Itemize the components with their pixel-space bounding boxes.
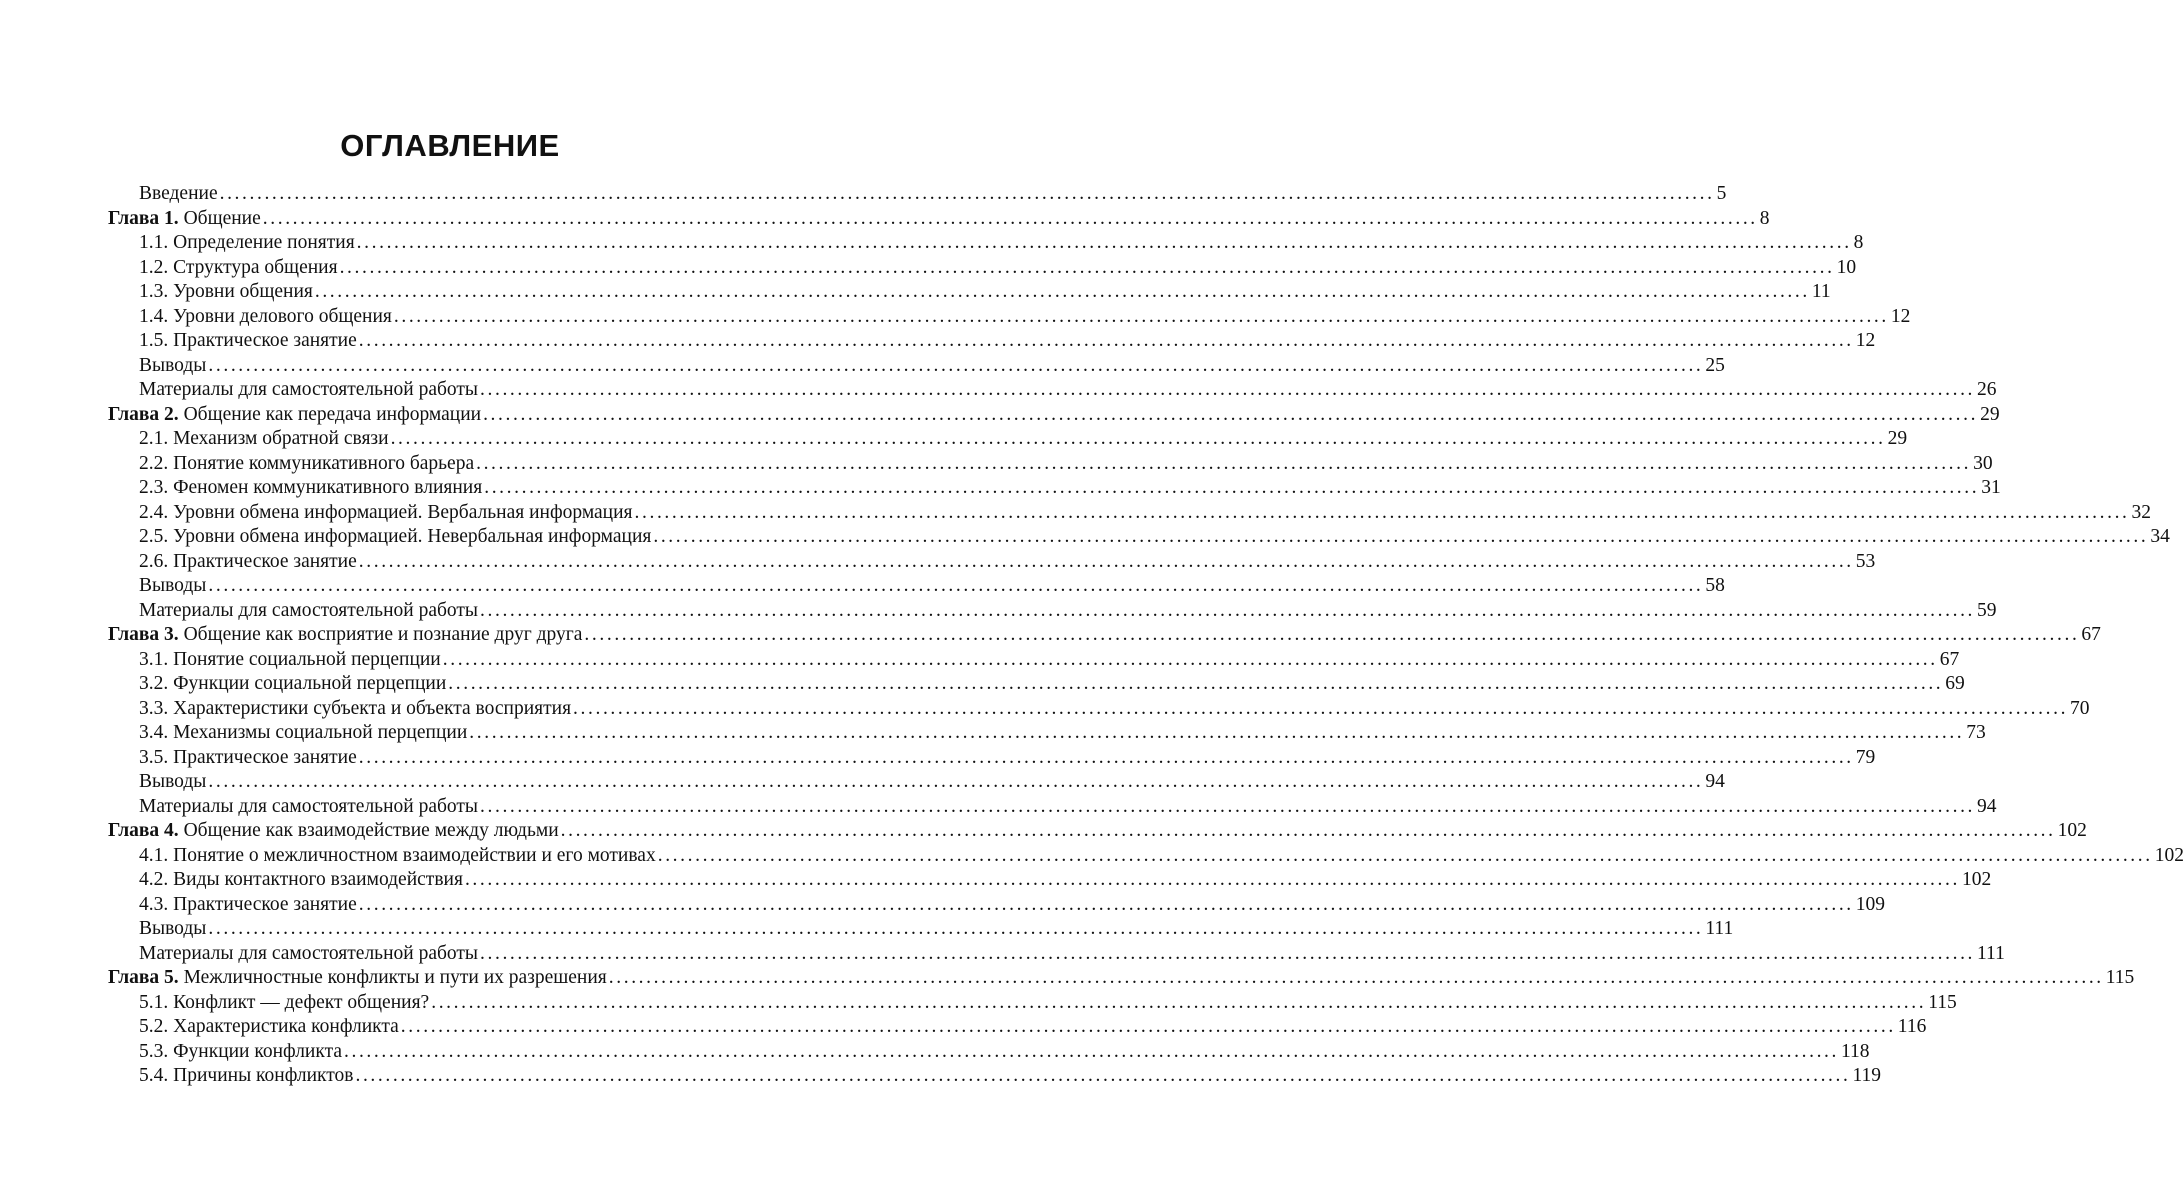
page-number: 8 <box>1759 207 1770 229</box>
chapter-number: Глава 5. <box>108 967 179 988</box>
toc-entry-title <box>139 231 355 256</box>
dot-leader: ........................................................................................................................................................................................................ <box>208 575 1704 596</box>
toc-entry-label: 3.1. Понятие социальной перцепции <box>139 648 441 670</box>
toc-entry[interactable] <box>108 1040 1870 1065</box>
toc-entry-title <box>139 501 633 526</box>
page-number: 79 <box>1855 746 1876 768</box>
page-number: 29 <box>1887 428 1908 449</box>
page-number: 118 <box>1841 1040 1870 1062</box>
dot-leader: ........................................................................................................................................................................................................ <box>358 746 1854 768</box>
dot-leader: ........................................................................................................................................................................................................ <box>442 648 1938 670</box>
toc-entry[interactable] <box>108 231 1864 256</box>
toc-entry-title <box>139 1015 399 1040</box>
toc-entry[interactable] <box>108 329 1876 354</box>
toc-entry-title <box>139 868 463 893</box>
dot-leader: ........................................................................................................................................................................................................ <box>634 501 2130 523</box>
toc-entry-label: 1.3. Уровни общения <box>139 281 313 302</box>
toc-entry-title <box>139 452 474 477</box>
dot-leader: ........................................................................................................................................................................................................ <box>358 550 1854 572</box>
dot-leader: ........................................................................................................................................................................................................ <box>393 305 1889 327</box>
toc-chapter-entry[interactable] <box>108 207 1770 232</box>
page-number: 25 <box>1705 354 1725 376</box>
toc-entry-title <box>139 893 357 918</box>
dot-leader: ........................................................................................................................................................................................................ <box>400 1016 1896 1037</box>
toc-entry-label: 1.5. Практическое занятие <box>139 330 357 351</box>
dot-leader: ........................................................................................................................................................................................................ <box>608 967 2104 988</box>
toc-entry[interactable] <box>108 868 1992 893</box>
toc-entry-label: Общение как взаимодействие между людьми <box>183 820 559 841</box>
toc-entry[interactable] <box>108 942 2005 967</box>
toc-entry-title <box>139 329 357 354</box>
toc-entry-label: Материалы для самостоятельной работы <box>139 795 479 817</box>
page-number: 119 <box>1852 1065 1882 1086</box>
page-number: 73 <box>1966 722 1986 743</box>
toc-entry-title <box>139 354 206 379</box>
toc-entry-label: 3.4. Механизмы социальной перцепции <box>139 722 468 743</box>
toc-entry-title <box>108 403 481 428</box>
toc-entry-label: 1.4. Уровни делового общения <box>139 305 392 327</box>
dot-leader: ........................................................................................................................................................................................................ <box>208 354 1704 376</box>
page-number: 59 <box>1977 599 1997 621</box>
page-number: 5 <box>1716 183 1727 204</box>
toc-entry-label: 4.3. Практическое занятие <box>139 893 357 915</box>
toc-entry-label: Межличностные конфликты и пути их разрешения <box>183 967 607 988</box>
toc-entry-label: 4.1. Понятие о межличностном взаимодействии и его мотивах <box>139 844 656 866</box>
dot-leader: ........................................................................................................................................................................................................ <box>356 232 1852 253</box>
dot-leader: ........................................................................................................................................................................................................ <box>483 403 1979 425</box>
dot-leader: ........................................................................................................................................................................................................ <box>560 820 2056 841</box>
toc-entry[interactable] <box>108 501 2152 526</box>
page-number: 102 <box>2057 820 2087 841</box>
dot-leader: ........................................................................................................................................................................................................ <box>208 771 1704 792</box>
toc-entry-label: 3.5. Практическое занятие <box>139 746 357 768</box>
chapter-number: Глава 3. <box>108 624 179 645</box>
dot-leader: ........................................................................................................................................................................................................ <box>358 893 1854 915</box>
toc-entry-label: Выводы <box>139 575 207 596</box>
toc-entry-title <box>108 966 607 991</box>
toc-entry-title <box>139 599 478 624</box>
toc-entry-label: 4.2. Виды контактного взаимодействия <box>139 869 463 890</box>
toc-entry-title <box>139 574 206 599</box>
dot-leader: ........................................................................................................................................................................................................ <box>219 183 1715 204</box>
toc-entry-label: Выводы <box>139 771 207 792</box>
page-number: 109 <box>1855 893 1886 915</box>
toc-entry[interactable] <box>108 525 2170 550</box>
toc-entry[interactable] <box>108 574 1725 599</box>
toc-entry-label: 5.1. Конфликт — дефект общения? <box>139 991 430 1013</box>
toc-chapter-entry[interactable] <box>108 623 2101 648</box>
toc-entry[interactable] <box>108 697 2090 722</box>
toc-entry[interactable] <box>108 599 1997 624</box>
toc-entry[interactable] <box>108 1064 1882 1089</box>
toc-entry-title <box>139 1064 353 1089</box>
toc-entry[interactable] <box>108 991 1957 1016</box>
dot-leader: ........................................................................................................................................................................................................ <box>390 428 1886 449</box>
toc-entry[interactable] <box>108 280 1831 305</box>
toc-entry-label: 5.4. Причины конфликтов <box>139 1065 354 1086</box>
toc-entry-label: Материалы для самостоятельной работы <box>139 599 479 621</box>
toc-entry-label: Общение как передача информации <box>183 403 482 425</box>
toc-entry-title <box>139 991 429 1016</box>
toc-entry-title <box>139 770 206 795</box>
toc-entry[interactable] <box>108 256 1857 281</box>
page-number: 34 <box>2150 526 2170 547</box>
page-title: ОГЛАВЛЕНИЕ <box>340 128 560 163</box>
toc-entry-label: Общение как восприятие и познание друг друга <box>183 624 583 645</box>
toc-entry-label: 2.5. Уровни обмена информацией. Невербальная информация <box>139 526 652 547</box>
toc-entry[interactable] <box>108 844 2184 869</box>
toc-entry[interactable] <box>108 893 1886 918</box>
toc-entry-title <box>139 476 482 501</box>
page-number: 94 <box>1977 795 1997 817</box>
page-number: 53 <box>1855 550 1876 572</box>
toc-entry-title <box>139 525 651 550</box>
toc-entry[interactable] <box>108 550 1876 575</box>
page-number: 102 <box>2154 844 2184 866</box>
toc-entry-title <box>139 746 357 771</box>
page-number: 12 <box>1890 305 1911 327</box>
toc-entry-label: Материалы для самостоятельной работы <box>139 942 479 964</box>
page-number: 69 <box>1945 673 1965 694</box>
toc-entry-title <box>139 917 206 942</box>
toc-entry-title <box>139 550 357 575</box>
dot-leader: ........................................................................................................................................................................................................ <box>584 624 2080 645</box>
toc-entry-label: 2.6. Практическое занятие <box>139 550 357 572</box>
page-number: 70 <box>2070 697 2090 719</box>
toc-entry-title <box>108 819 559 844</box>
toc-entry[interactable] <box>108 182 1727 207</box>
toc-entry-label: Введение <box>139 183 218 204</box>
toc-entry[interactable] <box>108 648 1960 673</box>
dot-leader: ........................................................................................................................................................................................................ <box>480 379 1976 400</box>
dot-leader: ........................................................................................................................................................................................................ <box>431 991 1927 1013</box>
toc-entry-title <box>139 182 218 207</box>
toc-entry-title <box>139 256 338 281</box>
page-number: 67 <box>1939 648 1960 670</box>
chapter-number: Глава 1. <box>108 207 179 229</box>
toc-entry-title <box>139 942 478 967</box>
page-number: 12 <box>1855 330 1876 351</box>
toc-entry[interactable] <box>108 452 1993 477</box>
page-number: 111 <box>1977 942 2005 964</box>
toc-entry-title <box>139 378 478 403</box>
toc-entry-title <box>139 697 571 722</box>
dot-leader: ........................................................................................................................................................................................................ <box>480 599 1976 621</box>
page-number: 31 <box>1981 477 2001 498</box>
toc-entry-title <box>139 305 392 330</box>
toc-entry[interactable] <box>108 354 1725 379</box>
toc-entry[interactable] <box>108 917 1734 942</box>
toc-entry-title <box>139 844 656 869</box>
page-number: 29 <box>1980 403 2000 425</box>
dot-leader: ........................................................................................................................................................................................................ <box>573 697 2069 719</box>
toc-entry-label: 2.4. Уровни обмена информацией. Вербальная информация <box>139 501 633 523</box>
toc-entry-label: 5.3. Функции конфликта <box>139 1040 342 1062</box>
toc-chapter-entry[interactable] <box>108 966 2135 991</box>
page-number: 26 <box>1977 379 1997 400</box>
toc-entry-label: 3.2. Функции социальной перцепции <box>139 673 447 694</box>
toc-entry-label: Материалы для самостоятельной работы <box>139 379 479 400</box>
dot-leader: ........................................................................................................................................................................................................ <box>657 844 2153 866</box>
toc-entry-title <box>139 672 446 697</box>
dot-leader: ........................................................................................................................................................................................................ <box>480 795 1976 817</box>
toc-entry-title <box>108 623 582 648</box>
page-number: 67 <box>2081 624 2101 645</box>
toc-entry[interactable] <box>108 427 1908 452</box>
page-number: 30 <box>1973 452 1993 474</box>
toc-entry-label: Общение <box>183 207 261 229</box>
dot-leader: ........................................................................................................................................................................................................ <box>484 477 1980 498</box>
toc-entry-title <box>139 721 467 746</box>
toc-entry-label: 5.2. Характеристика конфликта <box>139 1016 399 1037</box>
page-number: 11 <box>1811 281 1831 302</box>
dot-leader: ........................................................................................................................................................................................................ <box>339 256 1835 278</box>
page-number: 58 <box>1705 575 1725 596</box>
toc-entry-label: Выводы <box>139 354 207 376</box>
toc-chapter-entry[interactable] <box>108 403 2000 428</box>
dot-leader: ........................................................................................................................................................................................................ <box>653 526 2149 547</box>
toc-entry-title <box>139 648 441 673</box>
page-number: 111 <box>1705 918 1734 939</box>
chapter-number: Глава 4. <box>108 820 179 841</box>
dot-leader: ........................................................................................................................................................................................................ <box>476 452 1972 474</box>
toc-entry[interactable] <box>108 770 1725 795</box>
page-number: 116 <box>1897 1016 1927 1037</box>
dot-leader: ........................................................................................................................................................................................................ <box>355 1065 1851 1086</box>
toc-entry-label: 1.1. Определение понятия <box>139 232 355 253</box>
dot-leader: ........................................................................................................................................................................................................ <box>469 722 1965 743</box>
page-number: 8 <box>1853 232 1864 253</box>
toc-entry-title <box>139 427 389 452</box>
dot-leader: ........................................................................................................................................................................................................ <box>314 281 1810 302</box>
page-number: 32 <box>2131 501 2152 523</box>
toc-entry[interactable] <box>108 672 1965 697</box>
page-number: 102 <box>1961 869 1992 890</box>
dot-leader: ........................................................................................................................................................................................................ <box>448 673 1944 694</box>
page-number: 115 <box>2105 967 2135 988</box>
page-number: 115 <box>1928 991 1957 1013</box>
toc-entry-title <box>139 280 313 305</box>
toc-entry-title <box>108 207 261 232</box>
toc-entry-label: 3.3. Характеристики субъекта и объекта восприятия <box>139 697 572 719</box>
toc-entry-label: Выводы <box>139 918 207 939</box>
dot-leader: ........................................................................................................................................................................................................ <box>464 869 1960 890</box>
dot-leader: ........................................................................................................................................................................................................ <box>344 1040 1839 1062</box>
toc-entry[interactable] <box>108 1015 1927 1040</box>
dot-leader: ........................................................................................................................................................................................................ <box>358 330 1854 351</box>
dot-leader: ........................................................................................................................................................................................................ <box>262 207 1758 229</box>
page-number: 94 <box>1705 771 1725 792</box>
dot-leader: ........................................................................................................................................................................................................ <box>208 918 1704 939</box>
toc-entry-label: 2.2. Понятие коммуникативного барьера <box>139 452 475 474</box>
toc-entry[interactable] <box>108 378 1997 403</box>
toc-entry-title <box>139 795 478 820</box>
toc-entry[interactable] <box>108 305 1911 330</box>
table-of-contents <box>108 182 2184 1089</box>
toc-entry-label: 1.2. Структура общения <box>139 256 338 278</box>
page-number: 10 <box>1836 256 1857 278</box>
toc-chapter-entry[interactable] <box>108 819 2087 844</box>
toc-entry-label: 2.3. Феномен коммуникативного влияния <box>139 477 483 498</box>
toc-entry[interactable] <box>108 721 1986 746</box>
toc-entry[interactable] <box>108 476 2001 501</box>
toc-entry-title <box>139 1040 342 1065</box>
toc-entry[interactable] <box>108 746 1876 771</box>
chapter-number: Глава 2. <box>108 403 179 425</box>
dot-leader: ........................................................................................................................................................................................................ <box>480 942 1976 964</box>
toc-entry-label: 2.1. Механизм обратной связи <box>139 428 389 449</box>
toc-entry[interactable] <box>108 795 1997 820</box>
